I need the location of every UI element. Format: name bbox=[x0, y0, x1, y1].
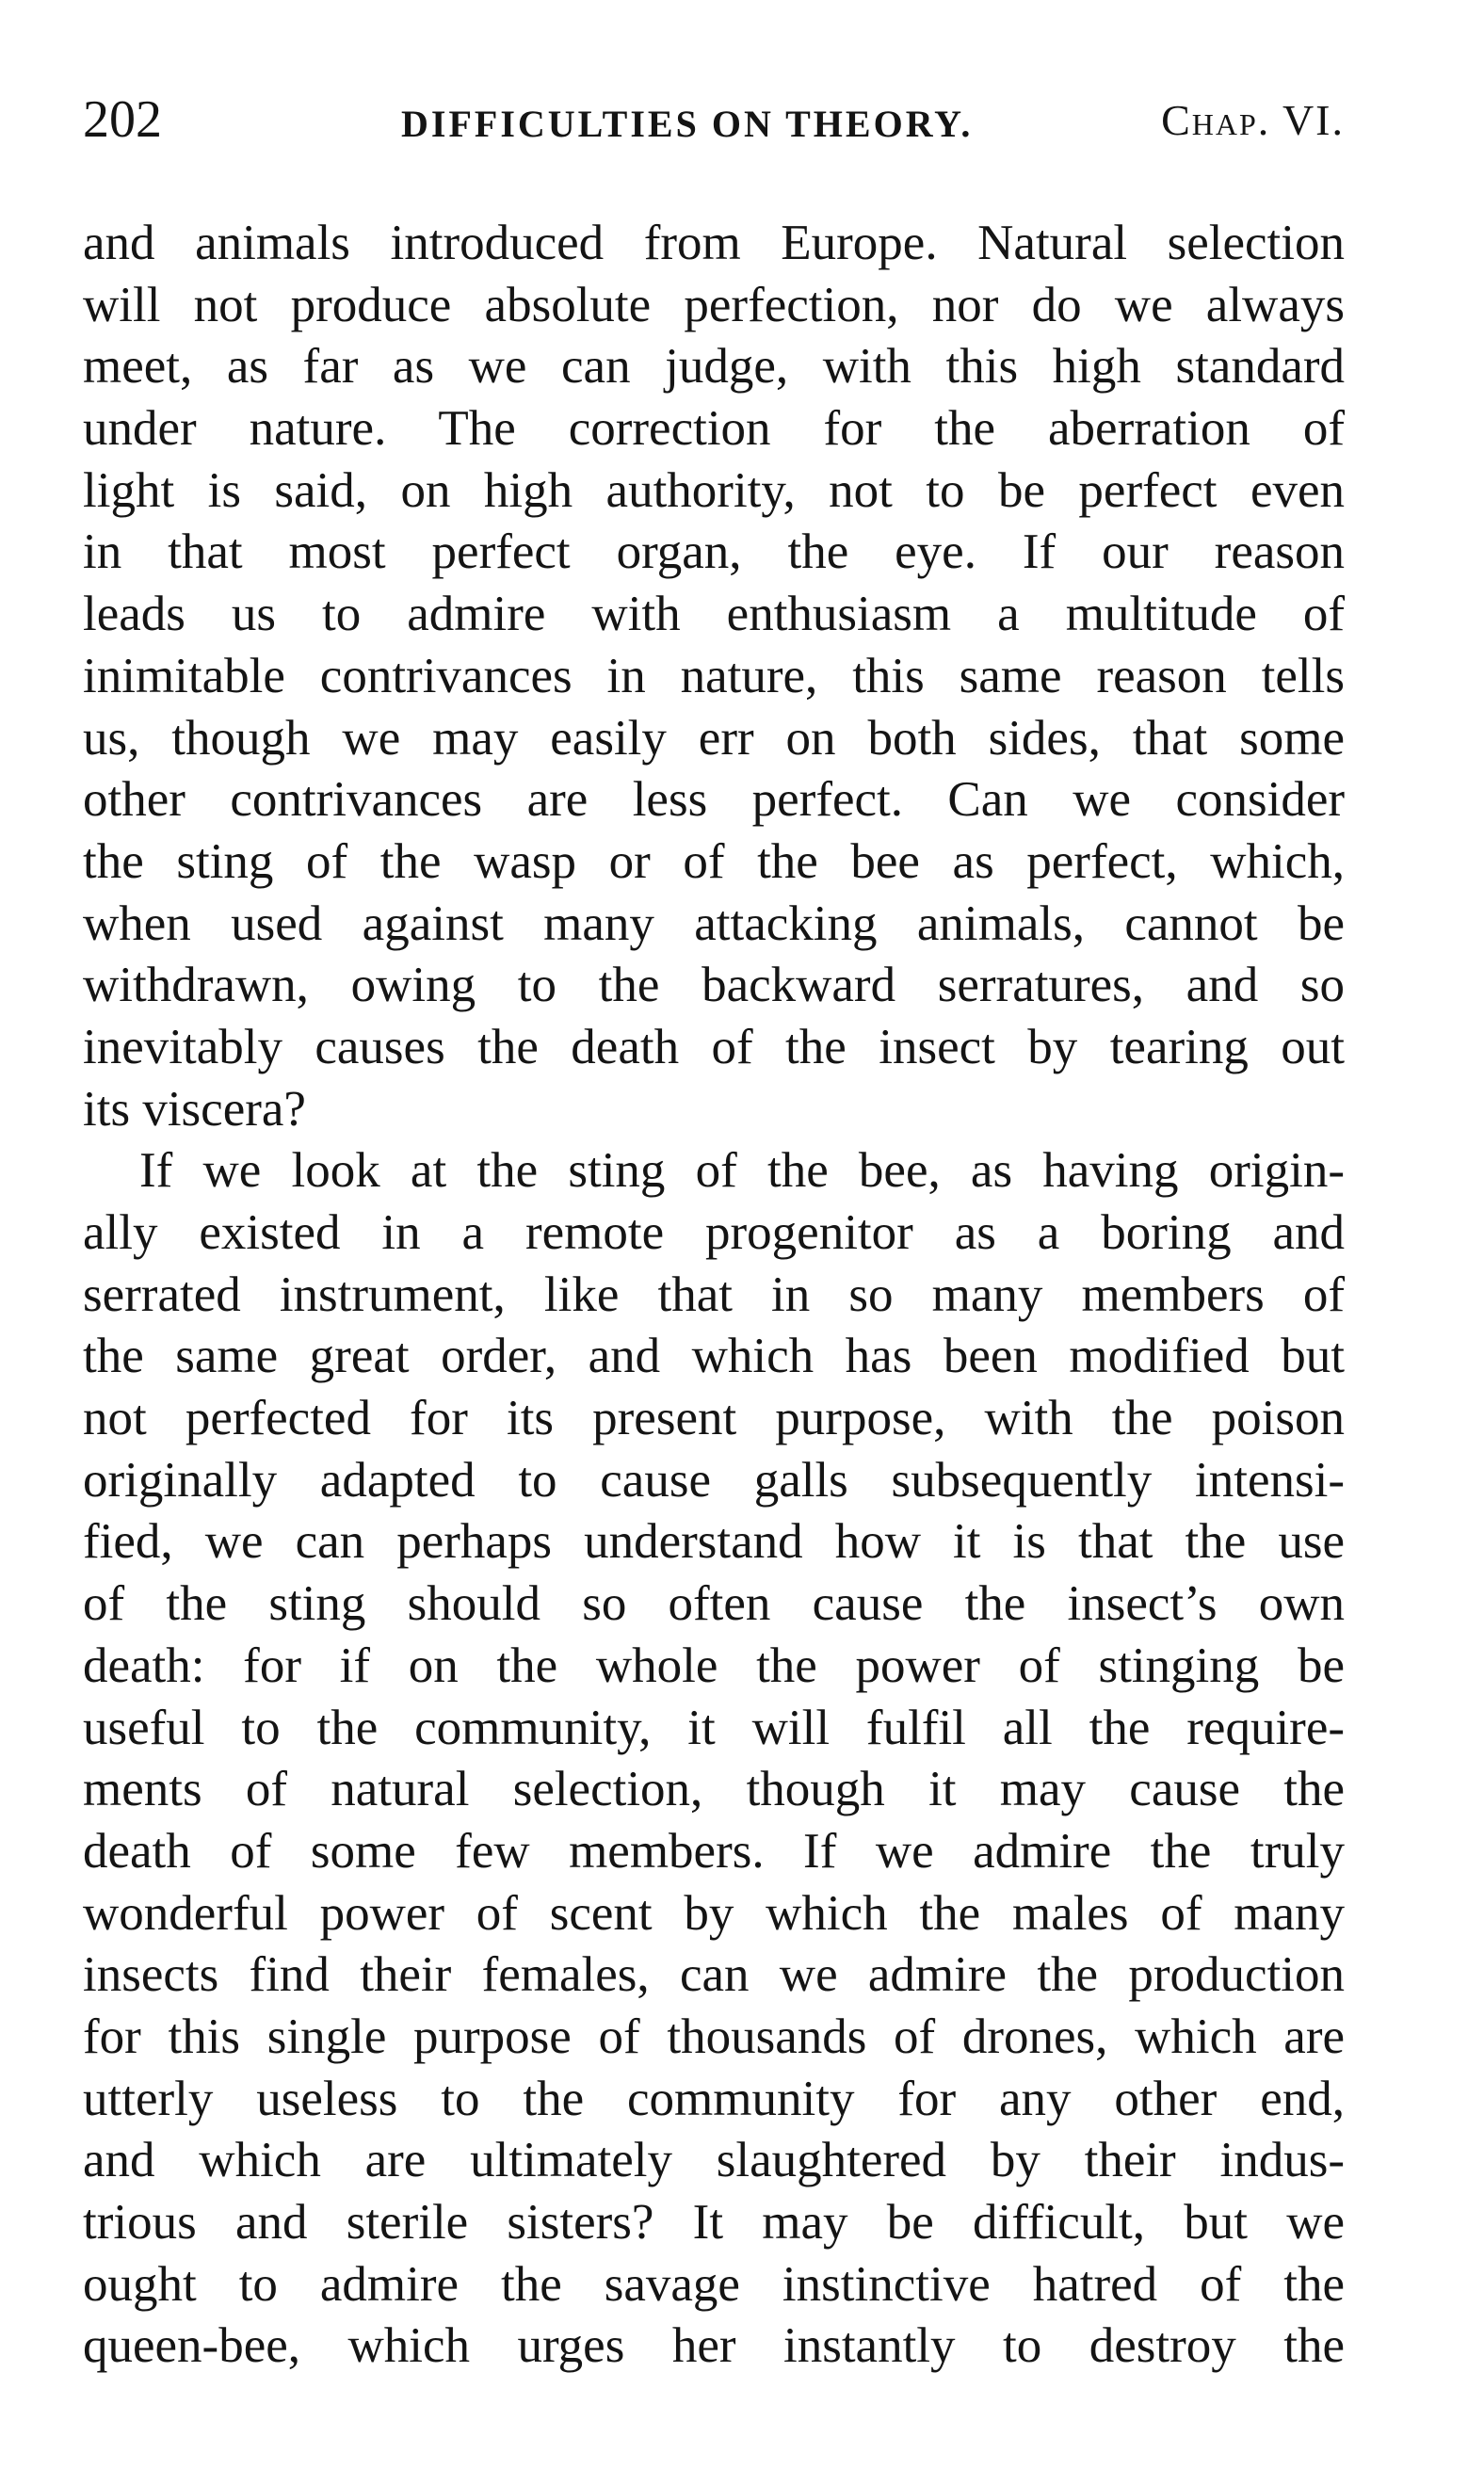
text-line: not perfected for its present purpose, with the poison bbox=[83, 1391, 1345, 1446]
text-line: wonderful power of scent by which the males of many bbox=[83, 1885, 1345, 1941]
text-line: other contrivances are less perfect. Can we consider bbox=[83, 772, 1345, 828]
text-line: ought to admire the savage instinctive hatred of the bbox=[83, 2256, 1345, 2312]
text-line: its viscera? bbox=[83, 1081, 306, 1137]
text-line: the sting of the wasp or of the bee as perfect, which, bbox=[83, 833, 1345, 889]
paragraph bbox=[83, 213, 1345, 1140]
text-line: If we look at the sting of the bee, as having origin- bbox=[139, 1143, 1345, 1199]
text-line: serrated instrument, like that in so many members of bbox=[83, 1267, 1345, 1322]
text-line: death: for if on the whole the power of stinging be bbox=[83, 1638, 1345, 1693]
body-text bbox=[83, 213, 1345, 2378]
text-line: us, though we may easily err on both sides, that some bbox=[83, 710, 1345, 766]
chapter-label: Chap. VI. bbox=[1161, 96, 1345, 144]
text-line: leads us to admire with enthusiasm a multitude of bbox=[83, 587, 1345, 642]
text-line: withdrawn, owing to the backward serratures, and so bbox=[83, 958, 1345, 1013]
running-title: DIFFICULTIES ON THEORY. bbox=[401, 103, 974, 145]
text-line: when used against many attacking animals, cannot be bbox=[83, 896, 1345, 951]
text-line: utterly useless to the community for any other end, bbox=[83, 2071, 1345, 2126]
text-line: light is said, on high authority, not to be perfect even bbox=[83, 462, 1345, 518]
text-line: ments of natural selection, though it may cause the bbox=[83, 1762, 1345, 1817]
text-line: trious and sterile sisters? It may be difficult, but we bbox=[83, 2195, 1345, 2250]
page-number: 202 bbox=[83, 90, 162, 149]
text-line: of the sting should so often cause the insect’s own bbox=[83, 1576, 1345, 1632]
text-line: originally adapted to cause galls subsequently intensi- bbox=[83, 1452, 1345, 1508]
text-line: inevitably causes the death of the insect by tearing out bbox=[83, 1019, 1345, 1074]
text-line: will not produce absolute perfection, nor do we always bbox=[83, 277, 1345, 332]
text-line: in that most perfect organ, the eye. If our reason bbox=[83, 524, 1345, 580]
paragraph bbox=[83, 1140, 1345, 2378]
text-line: useful to the community, it will fulfil all the require- bbox=[83, 1700, 1345, 1755]
text-line: under nature. The correction for the aberration of bbox=[83, 401, 1345, 457]
text-line: queen-bee, which urges her instantly to destroy the bbox=[83, 2318, 1345, 2374]
text-line: the same great order, and which has been modified but bbox=[83, 1329, 1345, 1384]
text-line: for this single purpose of thousands of drones, which are bbox=[83, 2009, 1345, 2064]
text-line: ally existed in a remote progenitor as a boring and bbox=[83, 1205, 1345, 1260]
text-line: and which are ultimately slaughtered by their indus- bbox=[83, 2133, 1345, 2188]
text-line: and animals introduced from Europe. Natural selection bbox=[83, 216, 1345, 270]
text-line: insects find their females, can we admire the production bbox=[83, 1947, 1345, 2003]
text-line: meet, as far as we can judge, with this high standard bbox=[83, 339, 1345, 395]
text-line: death of some few members. If we admire the truly bbox=[83, 1823, 1345, 1879]
running-head bbox=[83, 87, 1345, 153]
text-line: inimitable contrivances in nature, this same reason tells bbox=[83, 648, 1345, 703]
text-line: fied, we can perhaps understand how it is that the use bbox=[83, 1514, 1345, 1570]
